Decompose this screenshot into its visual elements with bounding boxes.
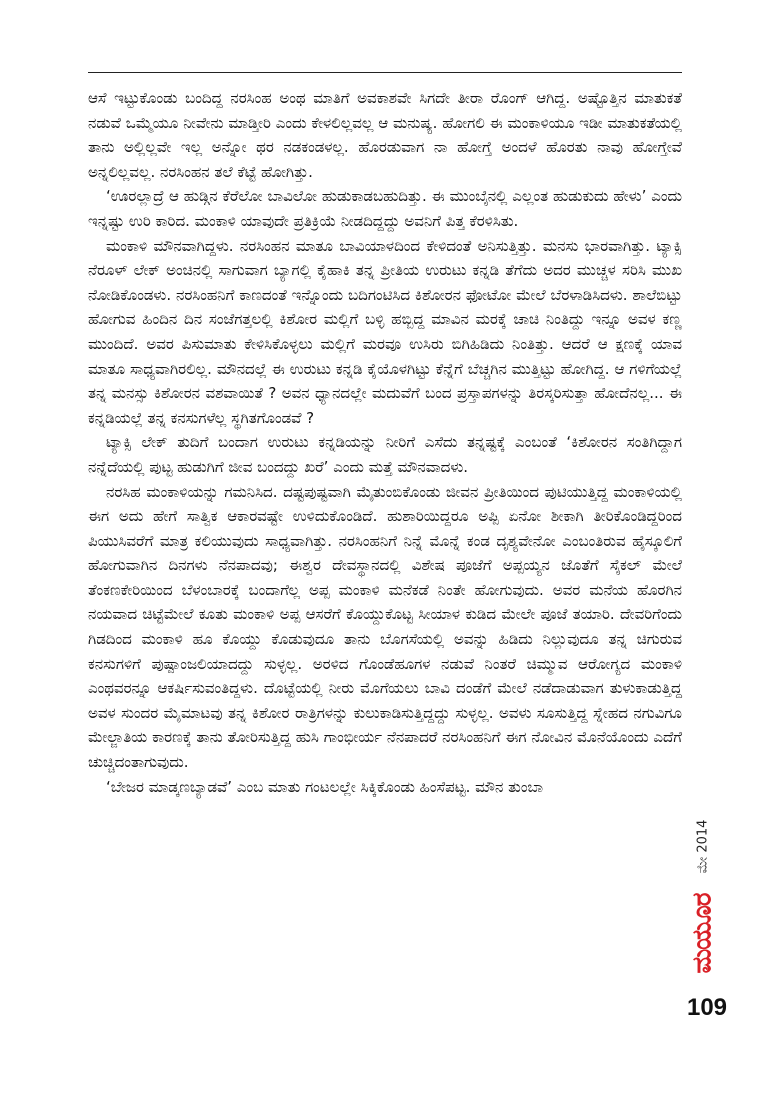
top-rule bbox=[88, 72, 682, 73]
article-paragraph: ‘ಬೇಜರ ಮಾಡ್ಕಣಬ್ಯಾಡವೆ’ ಎಂಬ ಮಾತು ಗಂಟಲಲ್ಲೇ ಸಿಕ್ಕಿಕೊಂಡು ಹಿಂಸೆಪಟ್ಟ. ಮೌನ ತುಂಬಾ bbox=[106, 777, 544, 796]
issue-date bbox=[690, 810, 716, 882]
article-paragraph: ಆಸೆ ಇಟ್ಟುಕೊಂಡು ಬಂದಿದ್ದ ನರಸಿಂಹ ಅಂಥ ಮಾತಿಗೆ ಅವಕಾಶವೇ ಸಿಗದೇ ತೀರಾ ರೊಂಗ್ ಆಗಿದ್ದ. ಅಷ್ಟೊತ್ತಿನ ಮಾತುಕತೆ ನಡುವೆ ಒಮ್ಮೆಯೂ ನೀವೇನು ಮಾಡ್ತೀರಿ ಎಂದು ಕೇಳಲಿಲ್ಲವಲ್ಲ ಆ ಮನುಷ್ಯ. ಹೋಗಲಿ ಈ ಮಂಕಾಳಿಯೂ ಇಡೀ ಮಾತುಕತೆಯಲ್ಲಿ ತಾನು ಅಲ್ಲಿಲ್ಲವೇ ಇಲ್ಲ ಅನ್ನೋ ಥರ ನಡಕಂಡಳಲ್ಲ. ಹೊರಡುವಾಗ ನಾ ಹೋಗ್ತೆ ಅಂದಳೆ ಹೊರತು ನಾವು ಹೋಗ್ತೇವೆ ಅನ್ನಲಿಲ್ಲವಲ್ಲ. ನರಸಿಂಹನ ತಲೆ ಕೆಟ್ಟೆ ಹೋಗಿತ್ತು. bbox=[88, 89, 682, 181]
issue-date-text: ಮೇ 2014 bbox=[695, 819, 711, 873]
page-number: 109 bbox=[686, 994, 728, 1021]
article-paragraph: ‘ಊರಲ್ಲಾದ್ರೆ ಆ ಹುಡ್ಗಿನ ಕೆರೆಲೋ ಬಾವಿಲೋ ಹುಡುಕಾಡಬಹುದಿತ್ತು. ಈ ಮುಂಬೈನಲ್ಲಿ ಎಲ್ಲಂತ ಹುಡುಕುದು ಹೇಳು’ ಎಂದು ಇನ್ನಷ್ಟು ಉರಿ ಕಾರಿದ. ಮಂಕಾಳಿ ಯಾವುದೇ ಪ್ರತಿಕ್ರಿಯೆ ನೀಡದಿದ್ದದ್ದು ಅವನಿಗೆ ಪಿತ್ತ ಕೆರಳಿಸಿತು. bbox=[88, 187, 682, 230]
magazine-logo bbox=[687, 888, 718, 978]
article-paragraph: ನರಸಿಹ ಮಂಕಾಳಿಯನ್ನು ಗಮನಿಸಿದ. ದಷ್ಟಪುಷ್ಟವಾಗಿ ಮೈತುಂಬಿಕೊಂಡು ಜೀವನ ಪ್ರೀತಿಯಿಂದ ಪುಟಿಯುತ್ತಿದ್ದ ಮಂಕಾಳಿಯಲ್ಲಿ ಈಗ ಅದು ಹೇಗೆ ಸಾತ್ವಿಕ ಆಕಾರವಷ್ಟೇ ಉಳಿದುಕೊಂಡಿದೆ. ಹುಶಾರಿಯಿದ್ದರೂ ಅಪ್ಪಿ ಏನೋ ಶೀಕಾಗಿ ತೀರಿಕೊಂಡಿದ್ದರಿಂದ ಪಿಯುಸಿವರೆಗೆ ಮಾತ್ರ ಕಲಿಯುವುದು ಸಾಧ್ಯವಾಗಿತ್ತು. ನರಸಿಂಹನಿಗೆ ನಿನ್ನೆ ಮೊನ್ನೆ ಕಂಡ ದೃಶ್ಯವೇನೋ ಎಂಬಂತಿರುವ ಹೈಸ್ಕೂಲಿಗೆ ಹೋಗುವಾಗಿನ ದಿನಗಳು ನೆನಪಾದವು; ಈಶ್ವರ ದೇವಸ್ಥಾನದಲ್ಲಿ ವಿಶೇಷ ಪೂಜೆಗೆ ಅಪ್ಪಯ್ಯನ ಜೊತೆಗೆ ಸೈಕಲ್ ಮೇಲೆ ತೆಂಕಣಕೇರಿಯಿಂದ ಬೆಳಂಬಾರಕ್ಕೆ ಬಂದಾಗೆಲ್ಲ ಅಪ್ಪ ಮಂಕಾಳಿ ಮನೆಕಡೆ ನಿಂತೇ ಹೋಗುವುದು. ಅವರ ಮನೆಯ ಹೊರಗಿನ ನಯವಾದ ಚಿಟ್ಟೆಮೇಲೆ ಕೂತು ಮಂಕಾಳಿ ಅಪ್ಪ ಆಸರೆಗೆ ಕೊಯ್ದುಕೊಟ್ಟ ಸೀಯಾಳ ಕುಡಿದ ಮೇಲೇ ಪೂಜೆ ತಯಾರಿ. ದೇವರಿಗೆಂದು ಗಿಡದಿಂದ ಮಂಕಾಳಿ ಹೂ ಕೊಯ್ದು ಕೊಡುವುದೂ ತಾನು ಬೊಗಸೆಯಲ್ಲಿ ಅವನ್ನು ಹಿಡಿದು ನಿಲ್ಲುವುದೂ ತನ್ನ ಚಿಗುರುವ ಕನಸುಗಳಿಗೆ ಪುಷ್ಪಾಂಜಲಿಯಾದದ್ದು ಸುಳ್ಳಲ್ಲ. ಅರಳಿದ ಗೊಂಡೆಹೂಗಳ ನಡುವೆ ನಿಂತರೆ ಚಿಮ್ಮುವ ಆರೋಗ್ಯದ ಮಂಕಾಳಿ ಎಂಥವರನ್ನೂ ಆಕರ್ಷಿಸುವಂತಿದ್ದಳು. ದೊಟ್ಟೆಯಲ್ಲಿ ನೀರು ಮೊಗೆಯಲು ಬಾವಿ ದಂಡೆಗೆ ಮೇಲೆ ನಡೆದಾಡುವಾಗ ತುಳುಕಾಡುತ್ತಿದ್ದ ಅವಳ ಸುಂದರ ಮೈಮಾಟವು ತನ್ನ ಕಿಶೋರ ರಾತ್ರಿಗಳನ್ನು ಕುಲುಕಾಡಿಸುತ್ತಿದ್ದದ್ದು ಸುಳ್ಳಲ್ಲ. ಅವಳು ಸೂಸುತ್ತಿದ್ದ ಸ್ನೇಹದ ನಗುವಿಗೂ ಮೇಲ್ಜಾತಿಯ ಕಾರಣಕ್ಕೆ ತಾನು ತೋರಿಸುತ್ತಿದ್ದ ಹುಸಿ ಗಾಂಭೀರ್ಯ ನೆನಪಾದರೆ ನರಸಿಂಹನಿಗೆ ಈಗ ನೋವಿನ ಮೊನೆಯೊಂದು ಎದೆಗೆ ಚುಚ್ಚಿದಂತಾಗುವುದು. bbox=[88, 482, 682, 772]
magazine-logo-text: ಮಯೂರ bbox=[687, 893, 718, 973]
article-paragraph: ಟ್ಯಾಕ್ಸಿ ಲೇಕ್ ತುದಿಗೆ ಬಂದಾಗ ಉರುಟು ಕನ್ನಡಿಯನ್ನು ನೀರಿಗೆ ಎಸೆದು ತನ್ನಷ್ಟಕ್ಕೆ ಎಂಬಂತೆ ‘ಕಿಶೋರನ ಸಂತಿಗಿದ್ದಾಗ ನನ್ನೆದೆಯಲ್ಲಿ ಪುಟ್ಟ ಹುಡುಗಿಗೆ ಜೀವ ಬಂದದ್ದು ಖರೆ’ ಎಂದು ಮತ್ತೆ ಮೌನವಾದಳು. bbox=[88, 433, 682, 476]
article-paragraph: ಮಂಕಾಳಿ ಮೌನವಾಗಿದ್ದಳು. ನರಸಿಂಹನ ಮಾತೂ ಬಾವಿಯಾಳದಿಂದ ಕೇಳಿದಂತೆ ಅನಿಸುತ್ತಿತ್ತು. ಮನಸು ಭಾರವಾಗಿತ್ತು. ಟ್ಯಾಕ್ಸಿ ನೆರೂಳ್ ಲೇಕ್ ಅಂಚಿನಲ್ಲಿ ಸಾಗುವಾಗ ಬ್ಯಾಗಲ್ಲಿ ಕೈಹಾಕಿ ತನ್ನ ಪ್ರೀತಿಯ ಉರುಟು ಕನ್ನಡಿ ತೆಗೆದು ಅದರ ಮುಚ್ಚಳ ಸರಿಸಿ ಮುಖ ನೋಡಿಕೊಂಡಳು. ನರಸಿಂಹನಿಗೆ ಕಾಣದಂತೆ ಇನ್ನೊಂದು ಬದಿಗಂಟಿಸಿದ ಕಿಶೋರನ ಫೋಟೋ ಮೇಲೆ ಬೆರಳಾಡಿಸಿದಳು. ಶಾಲೆಬಿಟ್ಟು ಹೋಗುವ ಹಿಂದಿನ ದಿನ ಸಂಜೆಗತ್ತಲಲ್ಲಿ ಕಿಶೋರ ಮಲ್ಲಿಗೆ ಬಳ್ಳಿ ಹಬ್ಬಿದ್ದ ಮಾವಿನ ಮರಕ್ಕೆ ಚಾಚಿ ನಿಂತಿದ್ದು ಇನ್ನೂ ಅವಳ ಕಣ್ಣ ಮುಂದಿದೆ. ಅವರ ಪಿಸುಮಾತು ಕೇಳಿಸಿಕೊಳ್ಳಲು ಮಲ್ಲಿಗೆ ಮರವೂ ಉಸಿರು ಬಿಗಿಹಿಡಿದು ನಿಂತಿತ್ತು. ಆದರೆ ಆ ಕ್ಷಣಕ್ಕೆ ಯಾವ ಮಾತೂ ಸಾಧ್ಯವಾಗಿರಲಿಲ್ಲ. ಮೌನದಲ್ಲೆ ಈ ಉರುಟು ಕನ್ನಡಿ ಕೈಯೊಳಗಿಟ್ಟು ಕೆನ್ನೆಗೆ ಬೆಚ್ಚಗಿನ ಮುತ್ತಿಟ್ಟು ಹೋಗಿದ್ದ. ಆ ಗಳಿಗೆಯಲ್ಲೆ ತನ್ನ ಮನಸ್ಸು ಕಿಶೋರನ ವಶವಾಯಿತೆ ? ಅವನ ಧ್ಯಾನದಲ್ಲೇ ಮದುವೆಗೆ ಬಂದ ಪ್ರಸ್ತಾಪಗಳನ್ನು ತಿರಸ್ಕರಿಸುತ್ತಾ ಹೋದೆನಲ್ಲ... ಈ ಕನ್ನಡಿಯಲ್ಲೆ ತನ್ನ ಕನಸುಗಳೆಲ್ಲ ಸ್ಥಗಿತಗೊಂಡವೆ ? bbox=[88, 236, 682, 427]
article-body bbox=[88, 86, 682, 799]
